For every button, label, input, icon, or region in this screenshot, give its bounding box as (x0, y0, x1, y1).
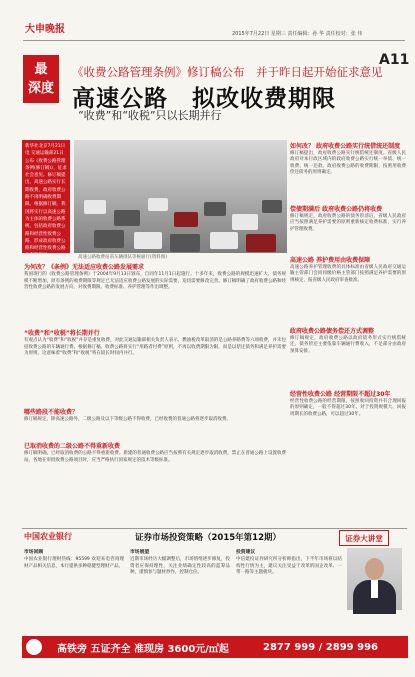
right-text: 修订稿规定，政府收费公路的债务偿清后，省级人民政府应当按照满足养护需要的原则重新核定收费标准，实行养护管理收费。 (290, 214, 406, 232)
right-heading: 经营性收费公路 经营期限不超过30年 (290, 391, 391, 398)
section-body: 修订稿明确，已经取消收费的公路不得重新收费。新建的普通收费公路应当按照有关规定逐步取消收费，禁止在普通公路上设置收费站。各地在审批收费公路项目时，应当严格执行国家规定的技术等级标准。 (24, 451, 286, 463)
section-body: 我国现行的《收费公路管理条例》于2004年9月13日颁布，自同年11月1日起施行。十多年来，收费公路的规模迅速扩大，债务规模不断增加，原有条例的收费期限等规定已无法适应收费公路发展的实际需要，迫切需要修改完善。修订稿明确了政府收费公路和经营性收费公路的发展方向，对收费期限、收费标准、养护管理等作出调整。 (24, 272, 286, 290)
bottom-banner (22, 636, 408, 658)
section-heading: “收费”和“收税”将长期并行 (24, 330, 100, 337)
car-shape (114, 210, 140, 226)
car-shape (246, 234, 276, 252)
section-body: 修订稿规定，除高速公路外，二级公路及以下等级公路不得收费，已经收费的普通公路将逐步取消收费。 (24, 417, 231, 422)
photo-caption: 高速公路收费站前车辆排队等候通行(资料图) (78, 255, 168, 260)
analyst-portrait (347, 548, 402, 610)
section-heading: 为何改？《条例》无法适应收费公路发展需求 (24, 264, 145, 271)
intro-box: 新华社北京7月21日电 交通运输部21日公布《收费公路管理条例(修订稿)》，征求社会意见。修订稿提出，高速公路实行长期收费，政府收费公路不再明确收费期限。根据修订稿，我国将实行以高速公路为主体的收费公路系统，包括政府收费公路和经营性收费公路，形成政府收费公路和经营性收费公路并存的格局。 (22, 140, 70, 253)
dateline: 2015年7月22日 星期三 责任编辑：孙 华 责任校对：张 伟 (232, 31, 363, 37)
section-badge-line-2: 深度 (27, 81, 54, 96)
right-text: 经营性收费公路的经营期限，按照收回投资并有合理回报的原则确定，一般不得超过30年。对于投资规模大、回报周期长的收费公路，可以超过30年。 (290, 399, 406, 417)
section-body: 有观点认为“收费”和“收税”并存是重复收费，对此交通运输部相关负责人表示，燃油税改革取消的是公路养路费等六项收费，并未包括收费公路的车辆通行费。根据修订稿，收费公路将实行“用路者付费”原则，不再以收费期限为限，而是以偿还债务和满足养护需要为原则，这意味着“收费”和“收税”将在较长时间内并行。 (24, 338, 286, 356)
ad-subhead: 市场展望 (130, 550, 150, 555)
ad-tag: 证券大讲堂 (339, 530, 389, 546)
right-text: 高速公路养护管理收费的具体标准由省级人民政府交通运输主管部门会同同级价格主管部门按照满足养护需要的原则核定，报省级人民政府审查批准。 (290, 265, 406, 283)
section-badge-line-1: 最 (34, 62, 48, 77)
section-heading: 哪些路段不能收费？ (24, 409, 79, 416)
banner-left-text: 高铁旁 五证齐全 准现房 3600元/㎡起 (57, 643, 229, 655)
article-subhead: “收费”和“收税”只以长期并行 (78, 109, 222, 122)
ads-rule (22, 528, 407, 529)
ad-text: 近期市场经历大幅调整后，市场情绪逐步修复，投资者应保持理性，关注业绩确定性较高的蓝筹品种，谨慎参与题材炒作，控制仓位。 (130, 557, 230, 575)
article-headline: 高速公路 拟改收费期限 (72, 86, 336, 112)
article-kicker: 《收费公路管理条例》修订稿公布 并于昨日起开始征求意见 (72, 65, 383, 79)
masthead-rule (23, 40, 405, 41)
right-text: 修订稿提出，政府收费公路实行统借统还制度。省级人民政府对本行政区域内的政府收费公路实行统一举债、统一收费、统一还款。政府收费公路的收费期限，按照用收费偿还债务的原则确定。 (290, 151, 406, 176)
portrait-face (365, 558, 384, 580)
right-column (290, 140, 406, 459)
right-heading: 政府收费公路债务偿还方式调整 (290, 328, 375, 335)
car-shape (262, 200, 282, 213)
traffic-photo (74, 140, 287, 253)
right-text: 修订稿规定，政府收费公路以政府债务形式实行统借统还，债务偿还主要依靠车辆通行费收入，不足部分由政府预算安排。 (290, 336, 406, 354)
right-heading: 偿债期满后 政府收费公路仍将收费 (290, 206, 383, 213)
car-shape (232, 214, 258, 230)
section-heading: 已取消收费的二级公路不得重新收费 (24, 443, 121, 450)
car-shape (174, 212, 198, 227)
car-shape (134, 232, 162, 249)
ad-text: 中信建投证券研究所分析师指出，下半年市场将以结构性行情为主，建议关注受益于改革的国企改革、一带一路等主题板块。 (236, 557, 342, 575)
car-shape (94, 230, 124, 248)
ad-text: 中国农业银行理财热线：95599 欢迎来电咨询理财产品相关信息，本行提供多种稳健型理财产品。 (24, 557, 124, 569)
car-shape (210, 232, 238, 249)
ad-subhead: 投资建议 (236, 550, 256, 555)
right-heading: 如何改？ 政府收费公路实行统借统还制度 (290, 143, 401, 150)
car-shape (170, 234, 200, 252)
right-heading: 高速公路 养护费用由收费保障 (290, 257, 371, 264)
car-shape (204, 202, 226, 216)
section-badge (23, 55, 59, 103)
car-shape (84, 200, 106, 214)
page-number: A11 (379, 52, 410, 68)
masthead-logo: 大申晚报 (25, 24, 65, 35)
portrait-shirt (371, 580, 378, 598)
car-shape (148, 198, 168, 211)
ad-title: 证券市场投资策略（2015年第12期） (135, 533, 281, 543)
banner-phone: 2877 999 / 2899 996 (263, 641, 378, 653)
ad-subhead: 市场回顾 (24, 550, 44, 555)
bank-logo: 中国农业银行 (24, 531, 72, 541)
banner-logo-icon (26, 639, 42, 655)
